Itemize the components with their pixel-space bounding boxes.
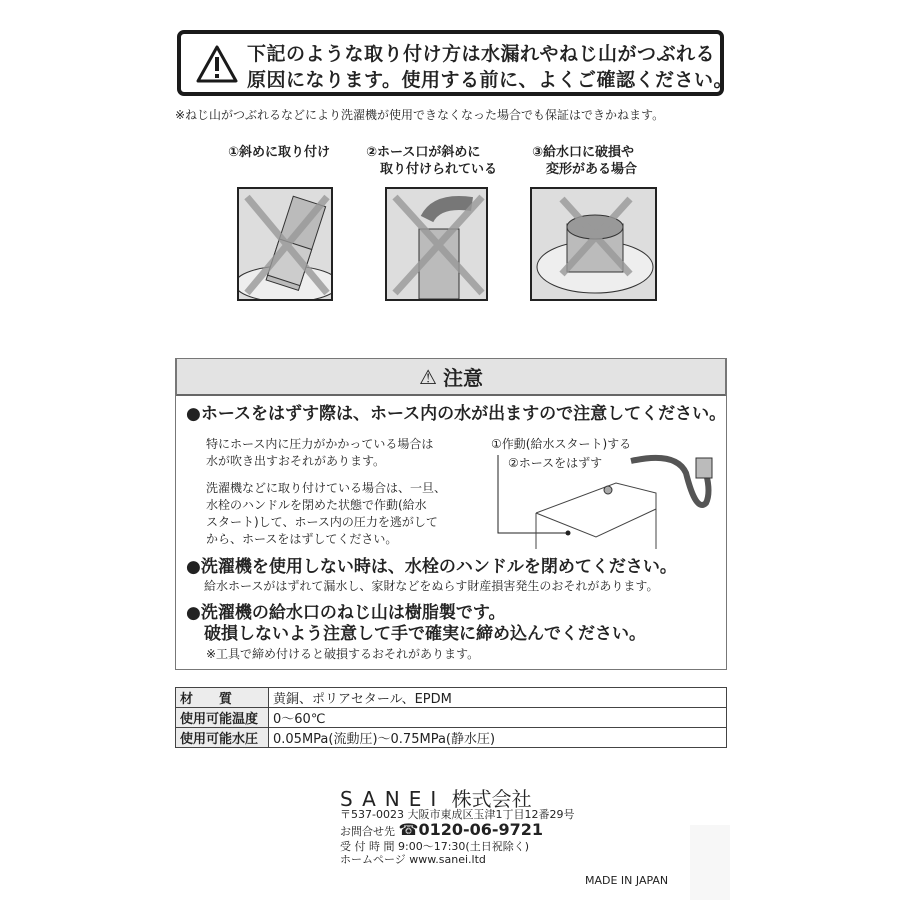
- hours-label: 受 付 時 間: [340, 840, 395, 853]
- caution-header: [176, 358, 726, 396]
- caution-item-3-heading-1: ●洗濯機の給水口のねじ山は樹脂製です。: [186, 603, 506, 623]
- para-line: 水が吹き出すおそれがあります。: [206, 454, 386, 468]
- case-1-illustration: [237, 187, 333, 301]
- caution-item-2-sub: 給水ホースがはずれて漏水し、家財などをぬらす財産損害発生のおそれがあります。: [204, 579, 659, 593]
- web-link: www.sanei.ltd: [409, 853, 486, 866]
- spec-value: 0〜60℃: [269, 708, 727, 728]
- spec-label: 材 質: [176, 688, 269, 708]
- caution-item-2-heading: ●洗濯機を使用しない時は、水栓のハンドルを閉めてください。: [186, 557, 677, 577]
- spec-label: 使用可能水圧: [176, 728, 269, 748]
- spec-value: 0.05MPa(流動圧)〜0.75MPa(静水圧): [269, 728, 727, 748]
- company-suffix: 株式会社: [451, 787, 532, 811]
- caution-item-3-heading-2: 破損しないよう注意して手で確実に締め込んでください。: [204, 624, 646, 644]
- caution-item-1-para-2: [206, 480, 446, 548]
- warning-line-1: 下記のような取り付け方は水漏れやねじ山がつぶれる: [247, 43, 716, 65]
- case-3-illustration: [530, 187, 657, 301]
- hours-value: 9:00〜17:30(土日祝除く): [398, 840, 529, 853]
- para-line: 特にホース内に圧力がかかっている場合は: [206, 437, 434, 451]
- table-row: [176, 688, 727, 708]
- table-row: [176, 728, 727, 748]
- warranty-note: ※ねじ山がつぶれるなどにより洗濯機が使用できなくなった場合でも保証はできかねます。: [175, 108, 665, 122]
- web-row: [340, 851, 486, 867]
- caution-section: [175, 358, 727, 670]
- warning-line-2: 原因になります。使用する前に、よくご確認ください。: [247, 69, 733, 91]
- phone-number: 0120-06-9721: [418, 820, 544, 839]
- case-caption-line: ②ホース口が斜めに: [366, 145, 481, 160]
- brand-logo: SANEI: [340, 787, 446, 811]
- caution-item-1-para-1: [206, 436, 433, 470]
- contact-label: お問合せ先: [340, 825, 395, 838]
- warning-box: [177, 30, 733, 96]
- para-line: から、ホースをはずしてください。: [206, 532, 398, 546]
- web-label: ホームページ: [340, 853, 406, 866]
- case-2-illustration: [385, 187, 488, 301]
- contact-row: [340, 820, 543, 839]
- spec-label: 使用可能温度: [176, 708, 269, 728]
- caution-item-3-sub: ※工具で締め付けると破損するおそれがあります。: [206, 647, 480, 661]
- caution-title: 注意: [442, 366, 483, 390]
- blank-patch: [690, 825, 730, 900]
- step-2-label: ②ホースをはずす: [508, 456, 603, 470]
- spec-table: [175, 687, 727, 748]
- para-line: 水栓のハンドルを閉めた状態で作動(給水: [206, 498, 427, 512]
- spec-value: 黄銅、ポリアセタール、EPDM: [269, 688, 727, 708]
- table-row: [176, 708, 727, 728]
- case-caption-line: ①斜めに取り付け: [228, 145, 331, 160]
- case-3-caption: [532, 144, 637, 178]
- para-line: スタート)して、ホース内の圧力を逃がして: [206, 515, 438, 529]
- case-caption-line: ③給水口に破損や: [532, 145, 635, 160]
- para-line: 洗濯機などに取り付けている場合は、一旦、: [206, 481, 447, 495]
- step-1-label: ①作動(給水スタート)する: [491, 437, 632, 451]
- case-caption-line: 変形がある場合: [546, 162, 638, 177]
- origin-label: MADE IN JAPAN: [585, 874, 669, 887]
- washing-machine-illustration: [496, 453, 726, 549]
- warning-icon: [195, 44, 239, 84]
- case-caption-line: 取り付けられている: [380, 162, 498, 177]
- warning-icon: ⚠: [419, 364, 437, 389]
- case-2-caption: [366, 144, 497, 178]
- case-1-caption: [228, 144, 330, 161]
- phone-icon: ☎: [398, 820, 419, 839]
- caution-item-1-heading: ●ホースをはずす際は、ホース内の水が出ますので注意してください。: [186, 404, 727, 424]
- address: 〒537-0023 大阪市東成区玉津1丁目12番29号: [340, 808, 575, 821]
